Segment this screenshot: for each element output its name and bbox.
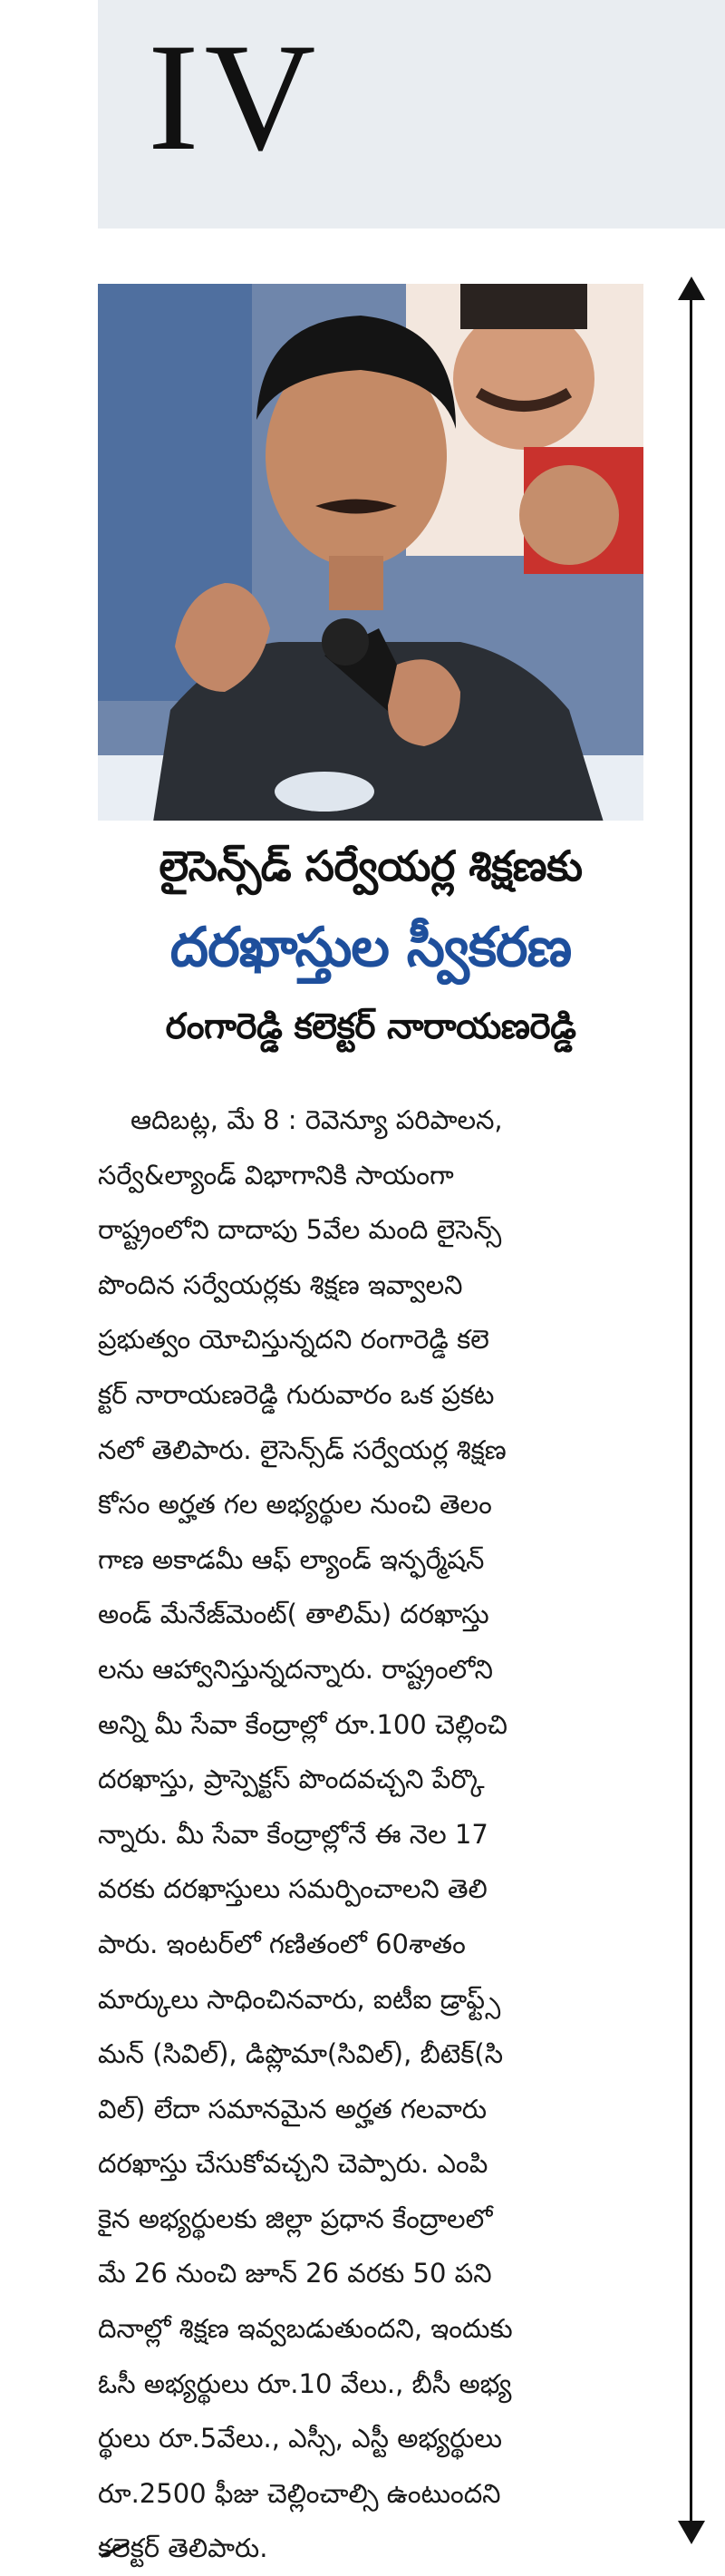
body-line: అన్ని మీ సేవా కేంద్రాల్లో రూ.100 చెల్లించి [98,1708,508,1740]
body-line: ఆదిబట్ల, మే 8 : రెవెన్యూ పరిపాలన, [130,1104,503,1135]
body-line: వరకు దరఖాస్తులు సమర్పించాలని తెలి [98,1873,488,1905]
body-line: లను ఆహ్వానిస్తున్నదన్నారు. రాష్ట్రంలోని [98,1653,494,1685]
article-subhead: రంగారెడ్డి కలెక్టర్ నారాయణరెడ్డి [165,1006,576,1047]
body-line: రూ.2500 ఫీజు చెల్లించాల్సి ఉంటుందని [98,2477,501,2509]
body-line: దరఖాస్తు చేసుకోవచ్చని చెప్పారు. ఎంపి [98,2148,488,2180]
arrow-down-icon [678,2521,705,2544]
page-header [98,0,725,228]
article-headline: దరఖాస్తుల స్వీకరణ [169,916,572,979]
body-line: సర్వే&ల్యాండ్ విభాగానికి సాయంగా [98,1159,454,1191]
article-photo [98,284,643,821]
body-line: కైన అభ్యర్థులకు జిల్లా ప్రధాన కేంద్రాలలో [98,2202,493,2234]
body-line: విల్) లేదా సమానమైన అర్హత గలవారు [98,2093,487,2124]
article-kicker: లైసెన్స్‌డ్ సర్వేయర్ల శిక్షణకు [159,841,583,890]
body-line: దరఖాస్తు, ప్రాస్పెక్టస్ పొందవచ్చని పేర్కొ [98,1764,485,1795]
body-line: ఓసీ అభ్యర్థులు రూ.10 వేలు., బీసీ అభ్య [98,2367,512,2399]
article-photo-image [98,284,643,821]
body-line: రాష్ట్రంలోని దాదాపు 5వేల మంది లైసెన్స్ [98,1214,502,1246]
body-line: అండ్ మేనేజ్‌మెంట్( తాలిమ్) దరఖాస్తు [98,1599,489,1630]
body-line: ప్రభుత్వం యోచిస్తున్నదని రంగారెడ్డి కలె [98,1324,489,1356]
body-line: నలో తెలిపారు. లైసెన్స్‌డ్ సర్వేయర్ల శిక్షణ [98,1434,507,1465]
body-line: ర్థులు రూ.5వేలు., ఎస్సీ, ఎస్టీ అభ్యర్థులు [98,2423,502,2454]
article-body [98,1093,643,2576]
body-line: క్టర్ నారాయణరెడ్డి గురువారం ఒక ప్రకట [98,1378,495,1410]
body-line: కోసం అర్హత గల అభ్యర్థుల నుంచి తెలం [98,1489,492,1521]
body-line: కలెక్టర్ తెలిపారు. [98,2532,268,2564]
scroll-track-line [690,290,692,2530]
arrow-up-icon [678,277,705,300]
body-line: మే 26 నుంచి జూన్ 26 వరకు 50 పని [98,2258,492,2289]
body-line: పొందిన సర్వేయర్లకు శిక్షణ ఇవ్వాలని [98,1269,463,1300]
body-line: దినాల్లో శిక్షణ ఇవ్వబడుతుందని, ఇందుకు [98,2313,513,2345]
body-line: న్నారు. మీ సేవా కేంద్రాల్లోనే ఈ నెల 17 [98,1818,488,1850]
body-line: గాణ అకాడమీ ఆఫ్ ల్యాండ్ ఇన్ఫర్మేషన్ [98,1543,485,1575]
body-line: మన్ (సివిల్), డిప్లొమా(సివిల్), బీటెక్(సి [98,2038,504,2070]
body-line: మార్కులు సాధించినవారు, ఐటీఐ డ్రాఫ్ట్స్ [98,1983,501,2015]
page-number: IV [148,12,322,182]
body-line: పారు. ఇంటర్‌లో గణితంలో 60శాతం [98,1928,466,1959]
